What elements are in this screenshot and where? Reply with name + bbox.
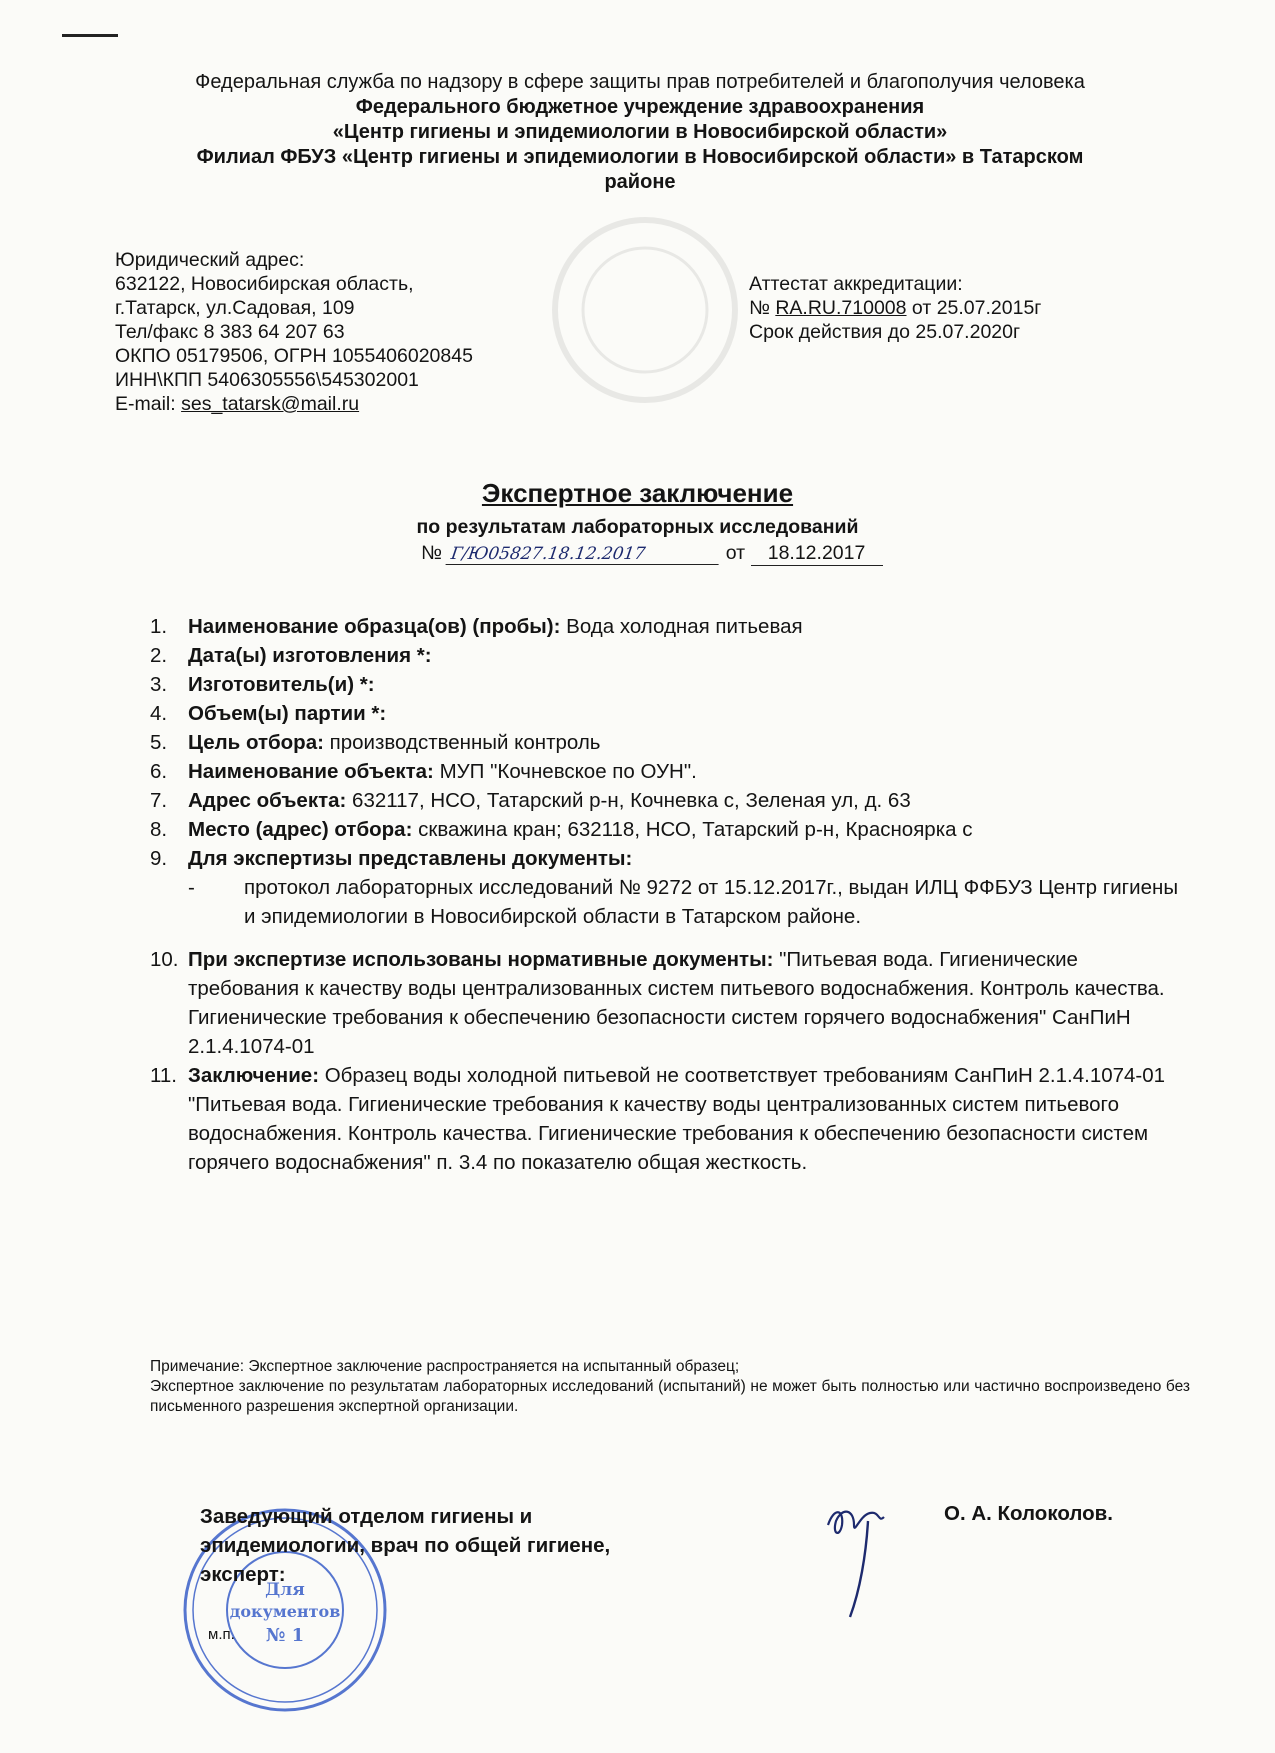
signer-title-line-2: эпидемиологии, врач по общей гигиене, <box>200 1534 611 1557</box>
item-value: скважина кран; 632118, НСО, Татарский р-н, Краснoярка с <box>412 818 973 841</box>
item-number: 2. <box>150 644 168 667</box>
signer-title-line-1: Заведующий отделом гигиены и <box>200 1505 533 1528</box>
item-value: Вода холодная питьевая <box>560 615 803 638</box>
stamp-text-1: Для <box>265 1580 305 1600</box>
address-inn: ИНН\КПП 5406305556\545302001 <box>115 369 419 391</box>
findings-list <box>150 612 1190 1177</box>
header-agency: Федеральная служба по надзору в сфере защиты прав потребителей и благополучия человека <box>195 71 1085 93</box>
item-number: 4. <box>150 702 168 725</box>
item-number: 11. <box>150 1064 177 1087</box>
accreditation-number-line <box>749 296 1041 320</box>
note-block <box>150 1357 1190 1417</box>
item-number: 8. <box>150 818 168 841</box>
item-key: Место (адрес) отбора: <box>188 818 413 841</box>
item-number: 1. <box>150 615 168 638</box>
list-item <box>150 670 1190 699</box>
item-number: 10. <box>150 948 179 971</box>
seal-place-label: м.п. <box>208 1626 235 1643</box>
list-item <box>150 699 1190 728</box>
item-value: Образец воды холодной питьевой не соответствует требованиям СанПиН 2.1.4.1074-01 "Питьевая вода. Гигиенические требования к качеству воды централизованных систем питьевого водоснабжения. Контроль качества. Гигиенические требования к обеспечению безопасности систем горячего водоснабжения" п. 3.4 по показателю общая жесткость. <box>188 1064 1166 1174</box>
item-value: 632117, НСО, Татарский р-н, Кочневка с, Зеленая ул, д. 63 <box>346 789 911 812</box>
number-prefix: № <box>421 542 442 564</box>
item-number: 6. <box>150 760 168 783</box>
list-item <box>150 728 1190 757</box>
bullet-text: протокол лабораторных исследований № 9272 от 15.12.2017г., выдан ИЛЦ ФФБУЗ Центр гигиены и эпидемиологии в Новосибирской области в Татарском районе. <box>244 876 1179 928</box>
item-value: производственный контроль <box>323 731 601 754</box>
legal-address-block <box>115 248 473 416</box>
item-key: Для экспертизы представлены документы: <box>188 847 633 870</box>
document-title: Экспертное заключение <box>481 478 794 508</box>
item-key: Изготовитель(и) *: <box>188 673 375 696</box>
item-key: Наименование объекта: <box>188 760 434 783</box>
address-region: 632122, Новосибирская область, <box>115 273 414 295</box>
list-item <box>150 945 1190 1061</box>
email-label: E-mail: <box>115 393 182 415</box>
note-line-1: Примечание: Экспертное заключение распространяется на испытанный образец; <box>150 1358 740 1375</box>
document-subtitle: по результатам лабораторных исследований <box>416 516 859 538</box>
item-key: Наименование образца(ов) (пробы): <box>188 615 561 638</box>
note-line-2: Экспертное заключение по результатам лабораторных исследований (испытаний) не может быть полностью или частично воспроизведено без письменного разрешения экспертной организации. <box>150 1378 1190 1415</box>
issuer-header <box>110 70 1170 195</box>
header-institution: Федерального бюджетное учреждение здравоохранения <box>355 96 925 118</box>
stamp-text-3: № 1 <box>265 1625 305 1646</box>
item-key: При экспертизе использованы нормативные документы: <box>188 948 774 971</box>
item-key: Цель отбора: <box>188 731 324 754</box>
item-key: Дата(ы) изготовления *: <box>188 644 432 667</box>
list-item <box>150 641 1190 670</box>
item-value: МУП "Кочневское по ОУН". <box>433 760 697 783</box>
handwritten-signature <box>820 1495 930 1625</box>
accreditation-label: Аттестат аккредитации: <box>749 273 963 295</box>
show-through-seal <box>540 210 750 410</box>
list-item <box>150 757 1190 786</box>
signer-name: О. А. Колоколов. <box>944 1502 1113 1525</box>
header-branch: Филиал ФБУЗ «Центр гигиены и эпидемиологии в Новосибирской области» в Татарском <box>196 146 1084 168</box>
accreditation-validity: Срок действия до 25.07.2020г <box>749 321 1021 343</box>
item-value: "Питьевая вода. Гигиенические требования к качеству воды централизованных систем питьевого водоснабжения. Контроль качества. Гигиенические требования к обеспечению безопасности систем горячего водоснабжения" СанПиН 2.1.4.1074-01 <box>188 948 1165 1058</box>
top-rule <box>62 34 118 37</box>
document-date: 18.12.2017 <box>751 542 883 566</box>
accreditation-block <box>749 272 1041 344</box>
address-phone: Тел/факс 8 383 64 207 63 <box>115 321 345 343</box>
accreditation-number: RA.RU.710008 <box>775 297 907 319</box>
item-number: 3. <box>150 673 168 696</box>
header-district: районе <box>604 171 676 193</box>
email-link[interactable]: ses_tatarsk@mail.ru <box>181 393 360 415</box>
accreditation-date: от 25.07.2015г <box>906 297 1042 319</box>
header-center: «Центр гигиены и эпидемиологии в Новосибирской области» <box>332 121 948 143</box>
accreditation-no-prefix: № <box>749 297 776 319</box>
bullet-dash: - <box>188 876 195 899</box>
item-key: Объем(ы) партии *: <box>188 702 387 725</box>
address-street: г.Татарск, ул.Садовая, 109 <box>115 297 355 319</box>
item-number: 9. <box>150 847 168 870</box>
address-label: Юридический адрес: <box>115 249 305 271</box>
list-item <box>150 786 1190 815</box>
signer-title <box>200 1502 610 1589</box>
list-item <box>150 815 1190 844</box>
handwritten-number: Г/Ю05827.18.12.2017 <box>446 544 722 565</box>
item-key: Адрес объекта: <box>188 789 347 812</box>
list-item <box>150 1061 1190 1177</box>
document-bullet <box>188 873 1190 931</box>
address-email-line <box>115 392 473 416</box>
item-key: Заключение: <box>188 1064 320 1087</box>
stamp-text-2: документов <box>229 1602 341 1621</box>
list-item <box>150 612 1190 641</box>
list-item <box>150 844 1190 873</box>
address-okpo: ОКПО 05179506, ОГРН 1055406020845 <box>115 345 473 367</box>
document-number-line <box>421 542 883 566</box>
number-from: от <box>725 542 746 564</box>
item-number: 5. <box>150 731 168 754</box>
item-number: 7. <box>150 789 168 812</box>
signer-title-line-3: эксперт: <box>200 1563 286 1586</box>
